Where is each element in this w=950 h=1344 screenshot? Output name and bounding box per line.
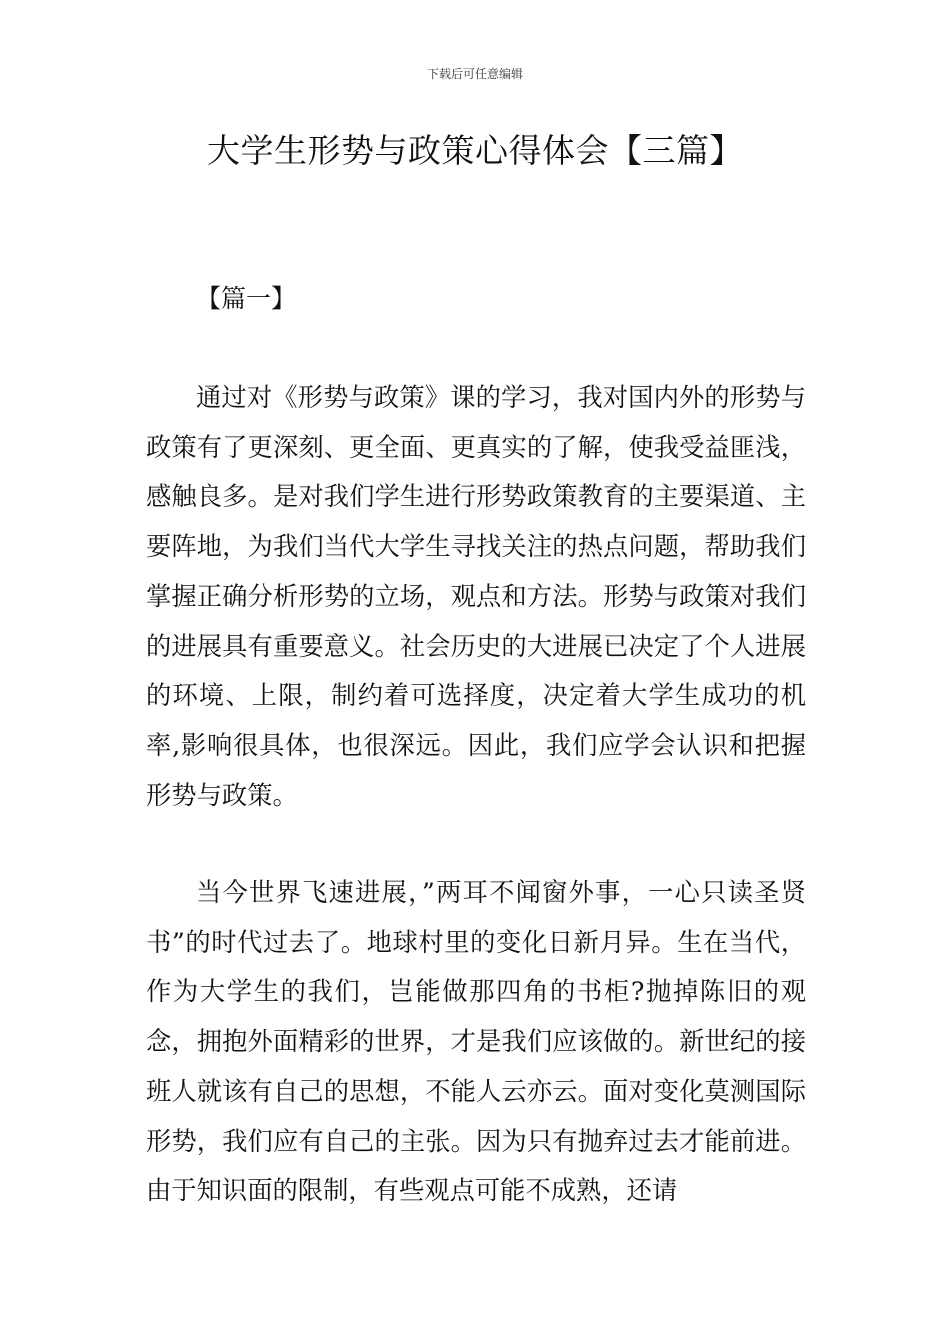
section-heading: 【篇一】	[196, 284, 297, 313]
body-paragraph-2: 当今世界飞速进展，”两耳不闻窗外事，一心只读圣贤书”的时代过去了。地球村里的变化日新月异。生在当代，作为大学生的我们，岂能做那四角的书柜?抛掉陈旧的观念，拥抱外面精彩的世界，才是我们应该做的。新世纪的接班人就该有自己的思想，不能人云亦云。面对变化莫测国际形势，我们应有自己的主张。因为只有抛弃过去才能前进。由于知识面的限制，有些观点可能不成熟，还请	[146, 878, 806, 1206]
header-note: 下载后可任意编辑	[426, 67, 523, 81]
document-title: 大学生形势与政策心得体会【三篇】	[207, 131, 743, 170]
body-paragraph-1: 通过对《形势与政策》课的学习，我对国内外的形势与政策有了更深刻、更全面、更真实的了解，使我受益匪浅，感触良多。是对我们学生进行形势政策教育的主要渠道、主要阵地，为我们当代大学生寻找关注的热点问题，帮助我们掌握正确分析形势的立场，观点和方法。形势与政策对我们的进展具有重要意义。社会历史的大进展已决定了个人进展的环境、上限，制约着可选择度，决定着大学生成功的机率,影响很具体，也很深远。因此，我们应学会认识和把握形势与政策。	[146, 383, 806, 810]
